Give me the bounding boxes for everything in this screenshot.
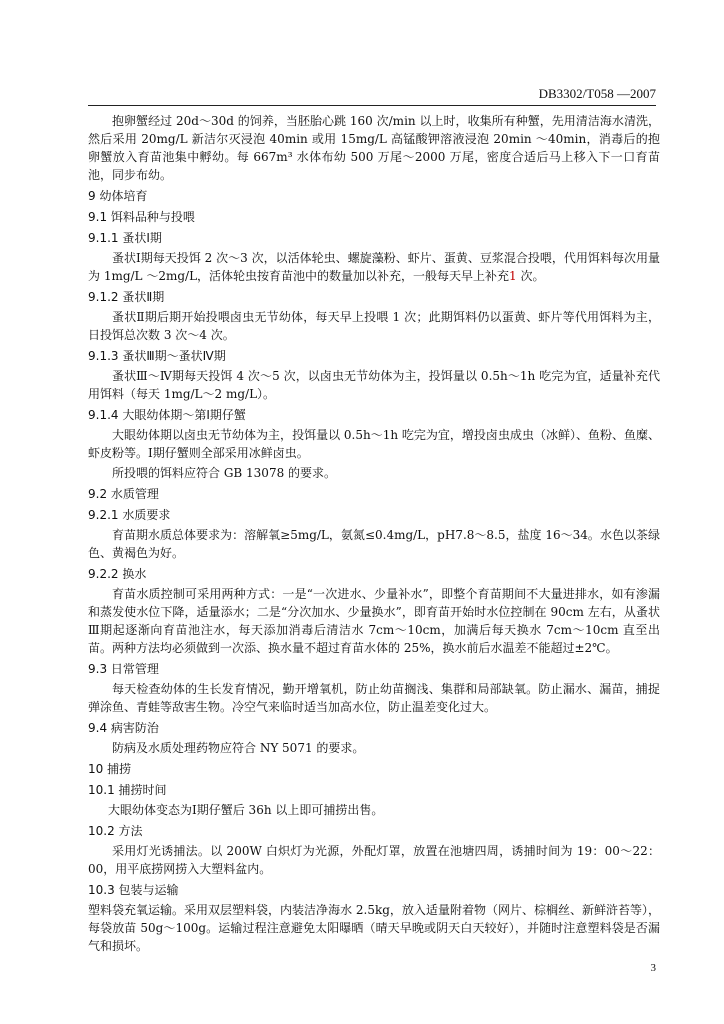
paragraph-daily-management: 每天检查幼体的生长发育情况，勤开增氧机，防止幼苗搁浅、集群和局部缺氧。防止漏水、漏苗，捕捉弹涂鱼、青蛙等敌害生物。冷空气来临时适当加高水位，防止温差变化过大。 (88, 682, 660, 714)
paragraph-zoea-2: 蚤状Ⅱ期后期开始投喂卤虫无节幼体，每天早上投喂 1 次；此期饵料仍以蛋黄、虾片等代用饵料为主，日投饵总次数 3 次～4 次。 (88, 310, 660, 342)
paragraph-water-requirements: 育苗期水质总体要求为：溶解氧≥5mg/L，氨氮≤0.4mg/L，pH7.8～8.5，盐度 16～34。水色以茶绿色、黄褐色为好。 (88, 528, 660, 560)
paragraph-feed-standard: 所投喂的饵料应符合 GB 13078 的要求。 (112, 466, 337, 480)
section-heading-9-2-1: 9.2.1 水质要求 (88, 508, 171, 522)
section-heading-9-2: 9.2 水质管理 (88, 487, 159, 501)
paragraph-harvest-time: 大眼幼体变态为Ⅰ期仔蟹后 36h 以上即可捕捞出售。 (108, 803, 384, 817)
page-number: 3 (650, 962, 656, 974)
paragraph-method: 采用灯光诱捕法。以 200W 白炽灯为光源，外配灯罩，放置在池塘四周，诱捕时间为 19：00～22：00，用平底捞网捞入大塑料盆内。 (88, 844, 660, 876)
paragraph-text: 次。 (516, 269, 545, 283)
document-id: DB3302/T058 —2007 (538, 86, 656, 101)
section-heading-9-1-2: 9.1.2 蚤状Ⅱ期 (88, 290, 165, 304)
section-heading-9-1-1: 9.1.1 蚤状Ⅰ期 (88, 231, 162, 245)
section-heading-9-1-3: 9.1.3 蚤状Ⅲ期～蚤状Ⅳ期 (88, 349, 226, 363)
paragraph-zoea-1 (88, 249, 660, 285)
section-heading-9-3: 9.3 日常管理 (88, 662, 159, 676)
paragraph-packaging: 塑料袋充氧运输。采用双层塑料袋，内装洁净海水 2.5kg，放入适量附着物（网片、棕榈丝、新鲜浒苔等），每袋放苗 50g～100g。运输过程注意避免太阳曝晒（晴天早晚或阴天白天较好），并随时注意塑料袋是否漏气和损坏。 (88, 903, 660, 953)
section-heading-10: 10 捕捞 (88, 762, 132, 776)
section-heading-9-4: 9.4 病害防治 (88, 721, 159, 735)
section-heading-9: 9 幼体培育 (88, 189, 148, 203)
document-body (88, 112, 660, 957)
section-heading-10-1: 10.1 捕捞时间 (88, 783, 167, 797)
section-heading-9-1: 9.1 饵料品种与投喂 (88, 210, 195, 224)
section-heading-10-2: 10.2 方法 (88, 824, 143, 838)
paragraph-megalopa: 大眼幼体期以卤虫无节幼体为主，投饵量以 0.5h～1h 吃完为宜，增投卤虫成虫（冰鲜）、鱼粉、鱼糜、虾皮粉等。Ⅰ期仔蟹则全部采用冰鲜卤虫。 (88, 428, 660, 460)
highlighted-number: 1 (509, 269, 517, 283)
paragraph-disease-control: 防病及水质处理药物应符合 NY 5071 的要求。 (112, 741, 365, 755)
section-heading-9-2-2: 9.2.2 换水 (88, 567, 147, 581)
header-rule (88, 105, 656, 106)
paragraph-text: 蚤状Ⅰ期每天投饵 2 次～3 次，以活体轮虫、螺旋藻粉、虾片、蛋黄、豆浆混合投喂，代用饵料每次用量为 1mg/L ～2mg/L，活体轮虫按育苗池中的数量加以补充，一般每天早上补充 (88, 251, 660, 283)
section-heading-9-1-4: 9.1.4 大眼幼体期～第Ⅰ期仔蟹 (88, 408, 246, 422)
paragraph-zoea-3-4: 蚤状Ⅲ～Ⅳ期每天投饵 4 次～5 次，以卤虫无节幼体为主，投饵量以 0.5h～1h 吃完为宜，适量补充代用饵料（每天 1mg/L～2 mg/L）。 (88, 369, 660, 401)
paragraph-water-exchange: 育苗水质控制可采用两种方式：一是“一次进水、少量补水”，即整个育苗期间不大量进排水，如有渗漏和蒸发使水位下降，适量添水；二是“分次加水、少量换水”，即育苗开始时水位控制在 90cm 左右，从蚤状Ⅲ期起逐渐向育苗池注水，每天添加消毒后清洁水 7cm～10cm，加满后每天换水 7cm～10cm 直至出苗。两种方法均必须做到一次添、换水量不超过育苗水体的 25%，换水前后水温差不能超过±2℃。 (88, 587, 660, 655)
paragraph-hatching: 抱卵蟹经过 20d～30d 的饲养，当胚胎心跳 160 次/min 以上时，收集所有种蟹，先用清洁海水清洗，然后采用 20mg/L 新洁尔灭浸泡 40min 或用 15mg/L 高锰酸钾溶液浸泡 20min ～40min，消毒后的抱卵蟹放入育苗池集中孵幼。每 667m³ 水体布幼 500 万尾～2000 万尾，密度合适后马上移入下一口育苗池，同步布幼。 (88, 114, 660, 182)
section-heading-10-3: 10.3 包装与运输 (88, 883, 179, 897)
